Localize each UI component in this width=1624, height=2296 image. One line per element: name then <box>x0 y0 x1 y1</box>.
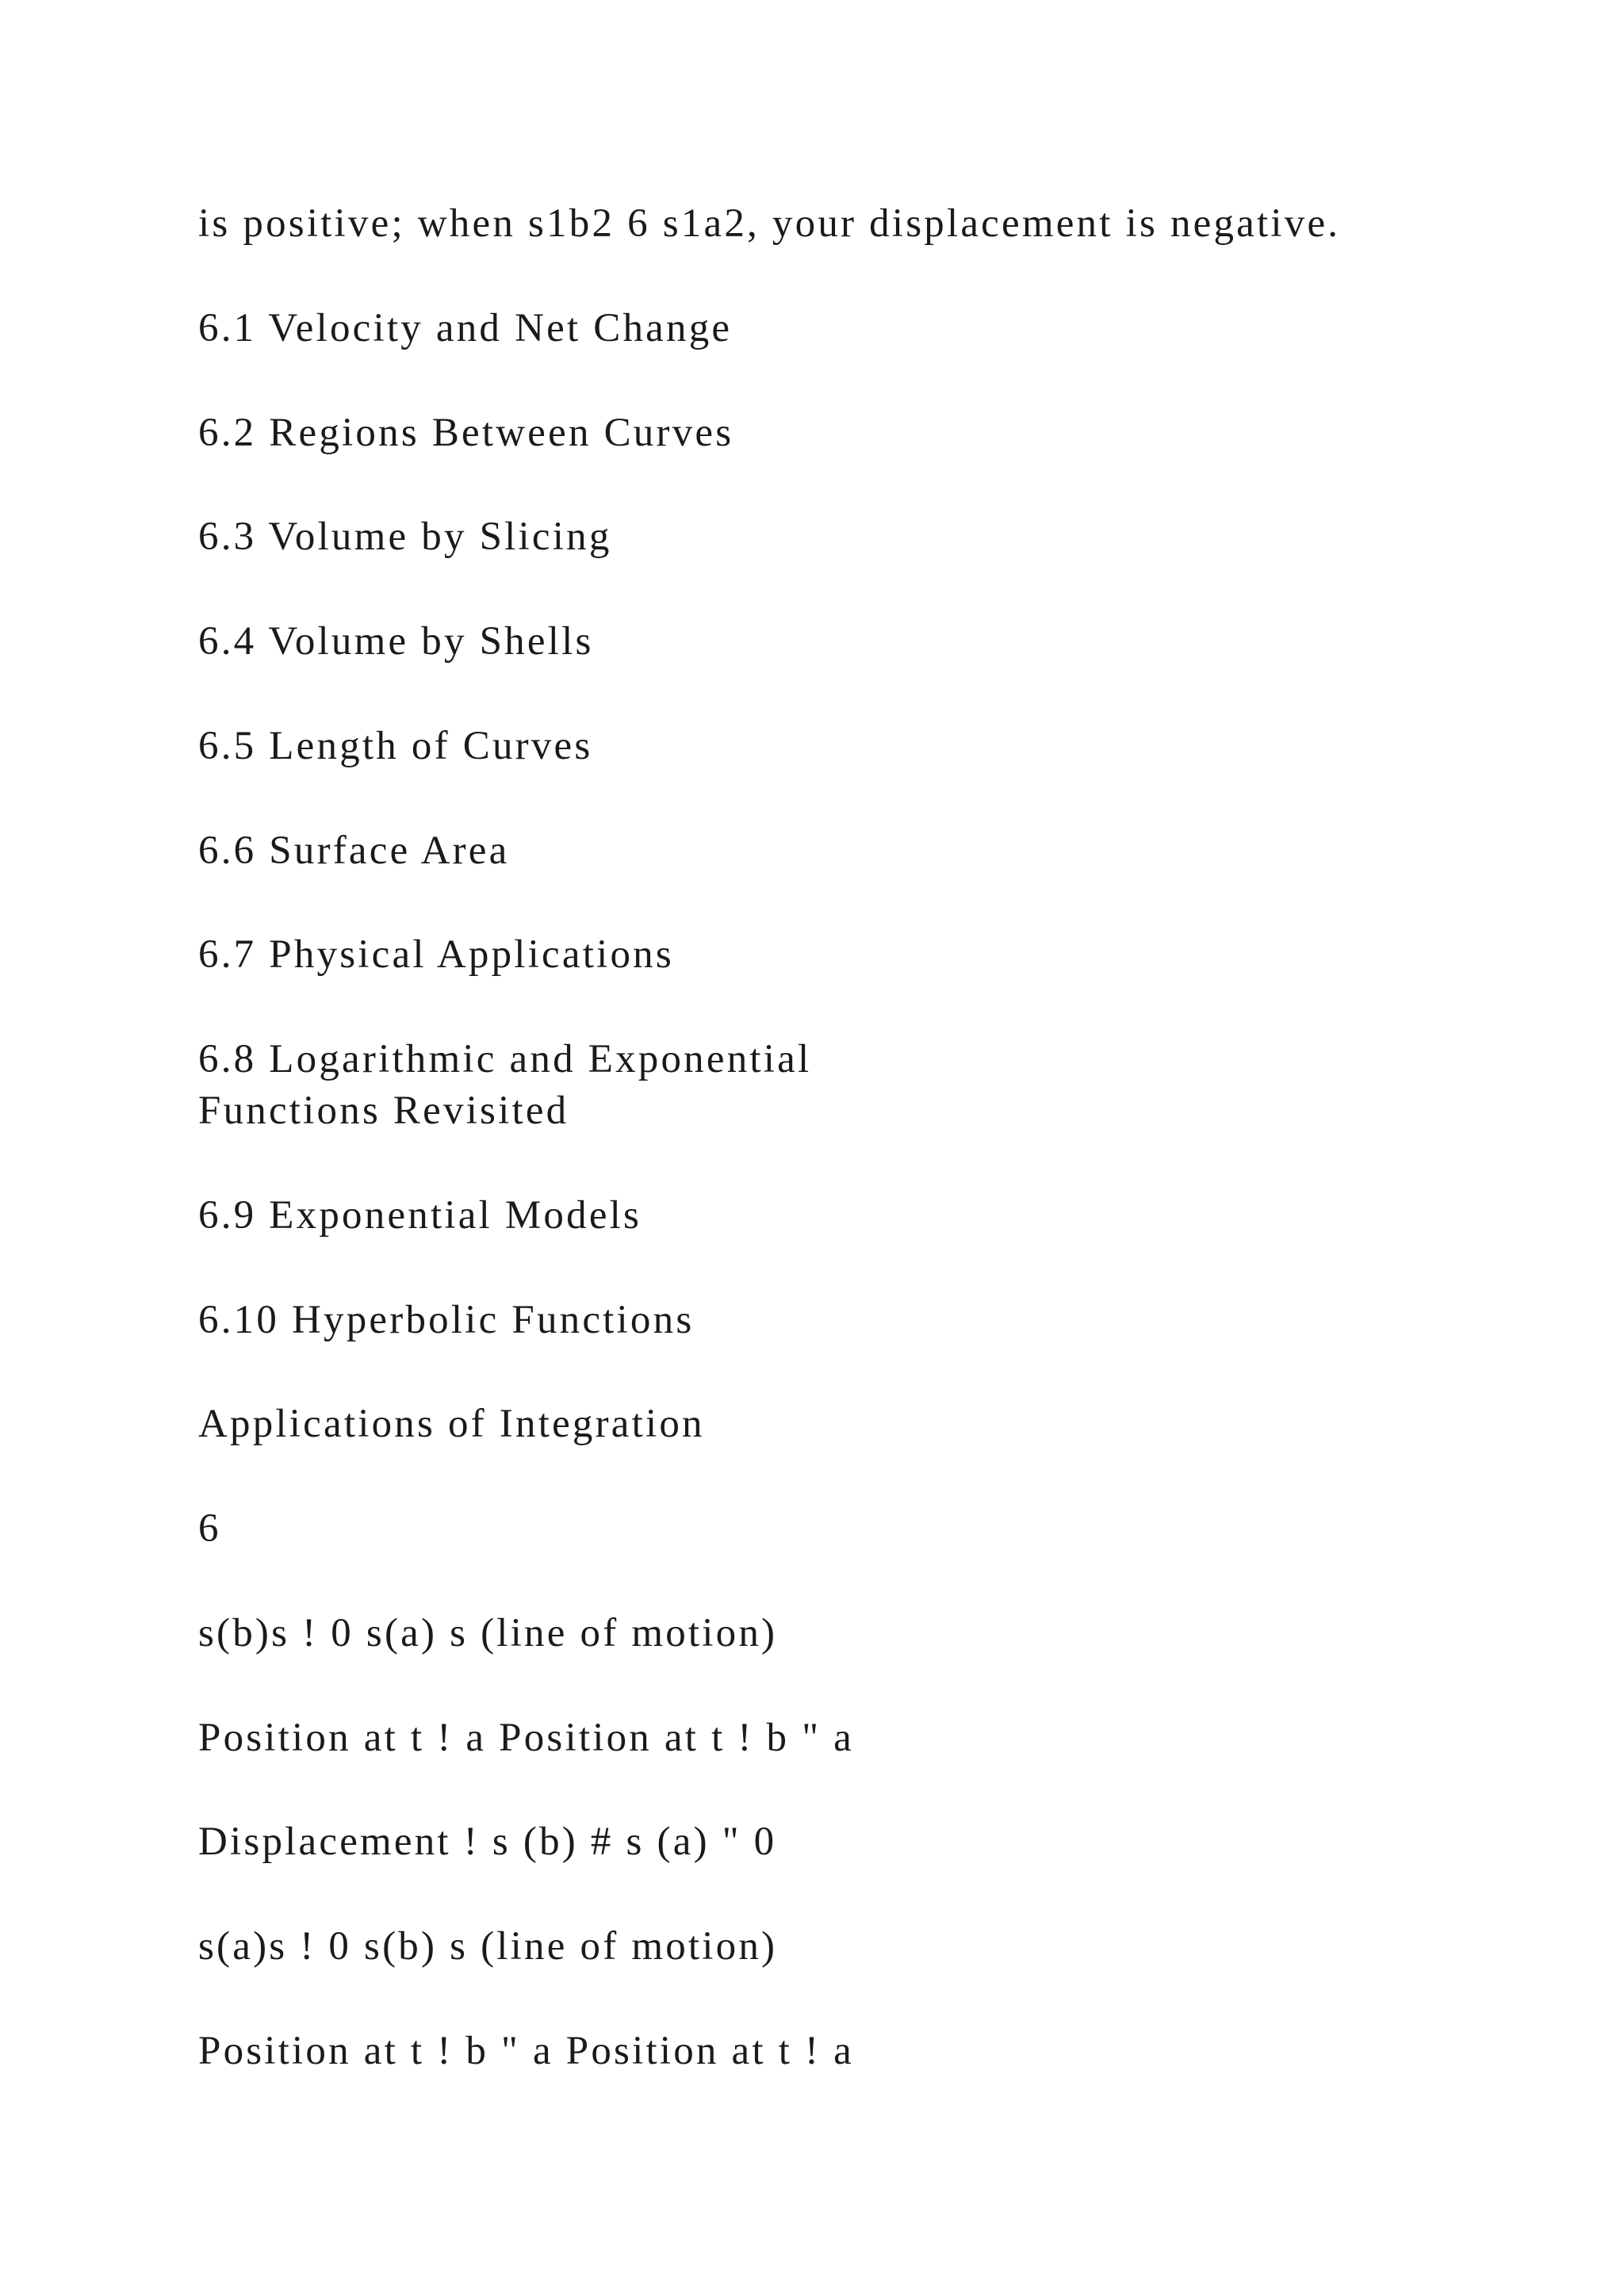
toc-entry-6-4: 6.4 Volume by Shells <box>198 619 594 664</box>
toc-entry-6-1: 6.1 Velocity and Net Change <box>198 306 733 350</box>
toc-entry-6-7: 6.7 Physical Applications <box>198 932 674 977</box>
toc-entry-6-5: 6.5 Length of Curves <box>198 724 593 768</box>
toc-entry-6-8-continued: Functions Revisited <box>198 1089 569 1133</box>
toc-entry-6-2: 6.2 Regions Between Curves <box>198 411 734 455</box>
toc-entry-6-8: 6.8 Logarithmic and Exponential <box>198 1037 812 1081</box>
figure-text-positions-2: Position at t ! b " a Position at t ! a <box>198 2029 854 2073</box>
figure-text-line-of-motion-2: s(a)s ! 0 s(b) s (line of motion) <box>198 1924 778 1969</box>
figure-text-positions-1: Position at t ! a Position at t ! b " a <box>198 1716 854 1760</box>
chapter-number: 6 <box>198 1506 221 1551</box>
chapter-title: Applications of Integration <box>198 1402 705 1446</box>
figure-text-displacement: Displacement ! s (b) # s (a) " 0 <box>198 1820 777 1864</box>
figure-text-line-of-motion-1: s(b)s ! 0 s(a) s (line of motion) <box>198 1611 778 1655</box>
text-line-displacement-sign: is positive; when s1b2 6 s1a2, your displacement is negative. <box>198 201 1341 246</box>
toc-entry-6-6: 6.6 Surface Area <box>198 828 510 873</box>
toc-entry-6-3: 6.3 Volume by Slicing <box>198 515 612 559</box>
toc-entry-6-9: 6.9 Exponential Models <box>198 1193 642 1238</box>
toc-entry-6-10: 6.10 Hyperbolic Functions <box>198 1298 695 1342</box>
